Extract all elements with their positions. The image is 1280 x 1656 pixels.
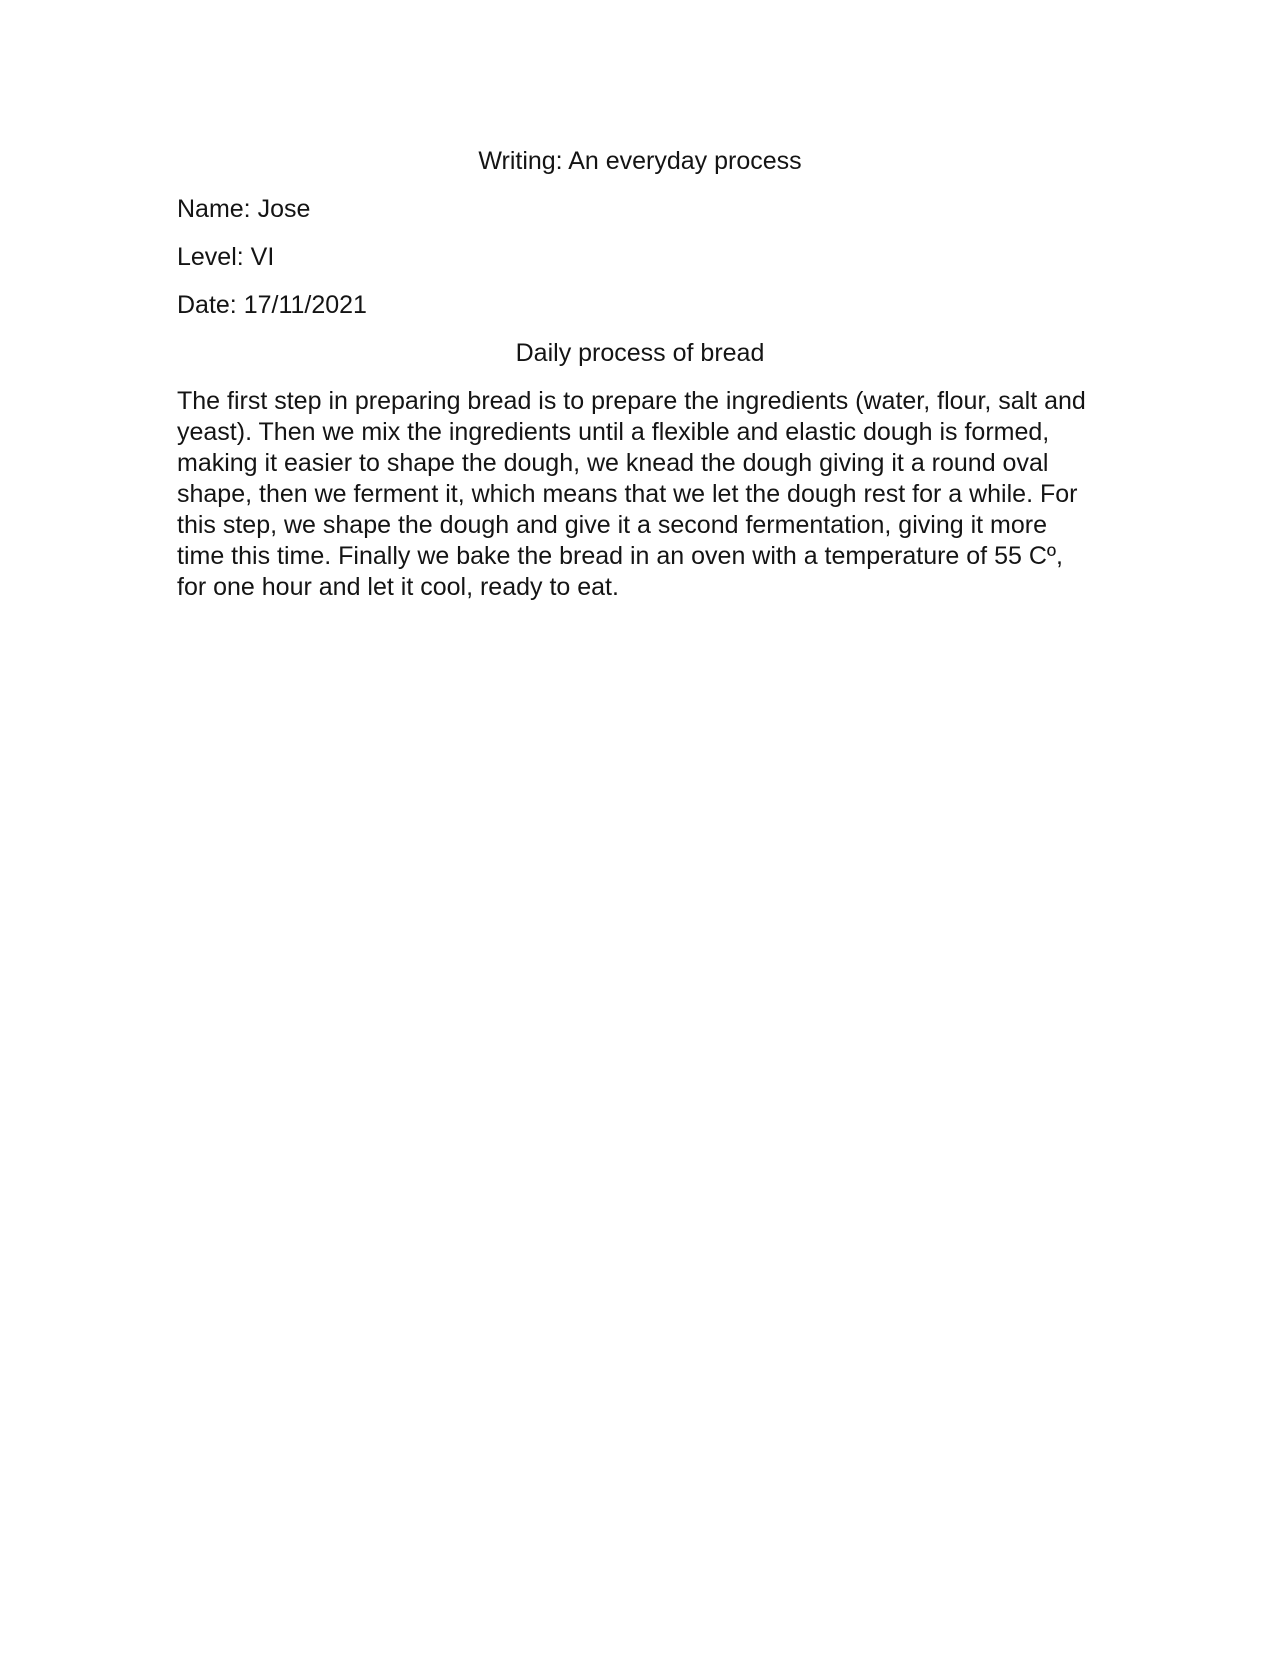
document-date: Date: 17/11/2021 xyxy=(177,291,367,319)
paragraph-line: yeast). Then we mix the ingredients until a flexible and elastic dough is formed, xyxy=(177,418,1050,446)
essay-subtitle: Daily process of bread xyxy=(515,339,765,367)
essay-paragraph xyxy=(177,386,1117,603)
paragraph-line: this step, we shape the dough and give it a second fermentation, giving it more xyxy=(177,511,1047,539)
student-level: Level: VI xyxy=(177,243,275,271)
student-name: Name: Jose xyxy=(177,195,311,223)
paragraph-line: The first step in preparing bread is to prepare the ingredients (water, flour, salt and xyxy=(177,387,1086,415)
document-title: Writing: An everyday process xyxy=(478,147,802,175)
paragraph-line: time this time. Finally we bake the bread in an oven with a temperature of 55 Cº, xyxy=(177,542,1063,570)
paragraph-line: shape, then we ferment it, which means that we let the dough rest for a while. For xyxy=(177,480,1078,508)
paragraph-line: for one hour and let it cool, ready to eat. xyxy=(177,573,619,601)
paragraph-line: making it easier to shape the dough, we knead the dough giving it a round oval xyxy=(177,449,1049,477)
